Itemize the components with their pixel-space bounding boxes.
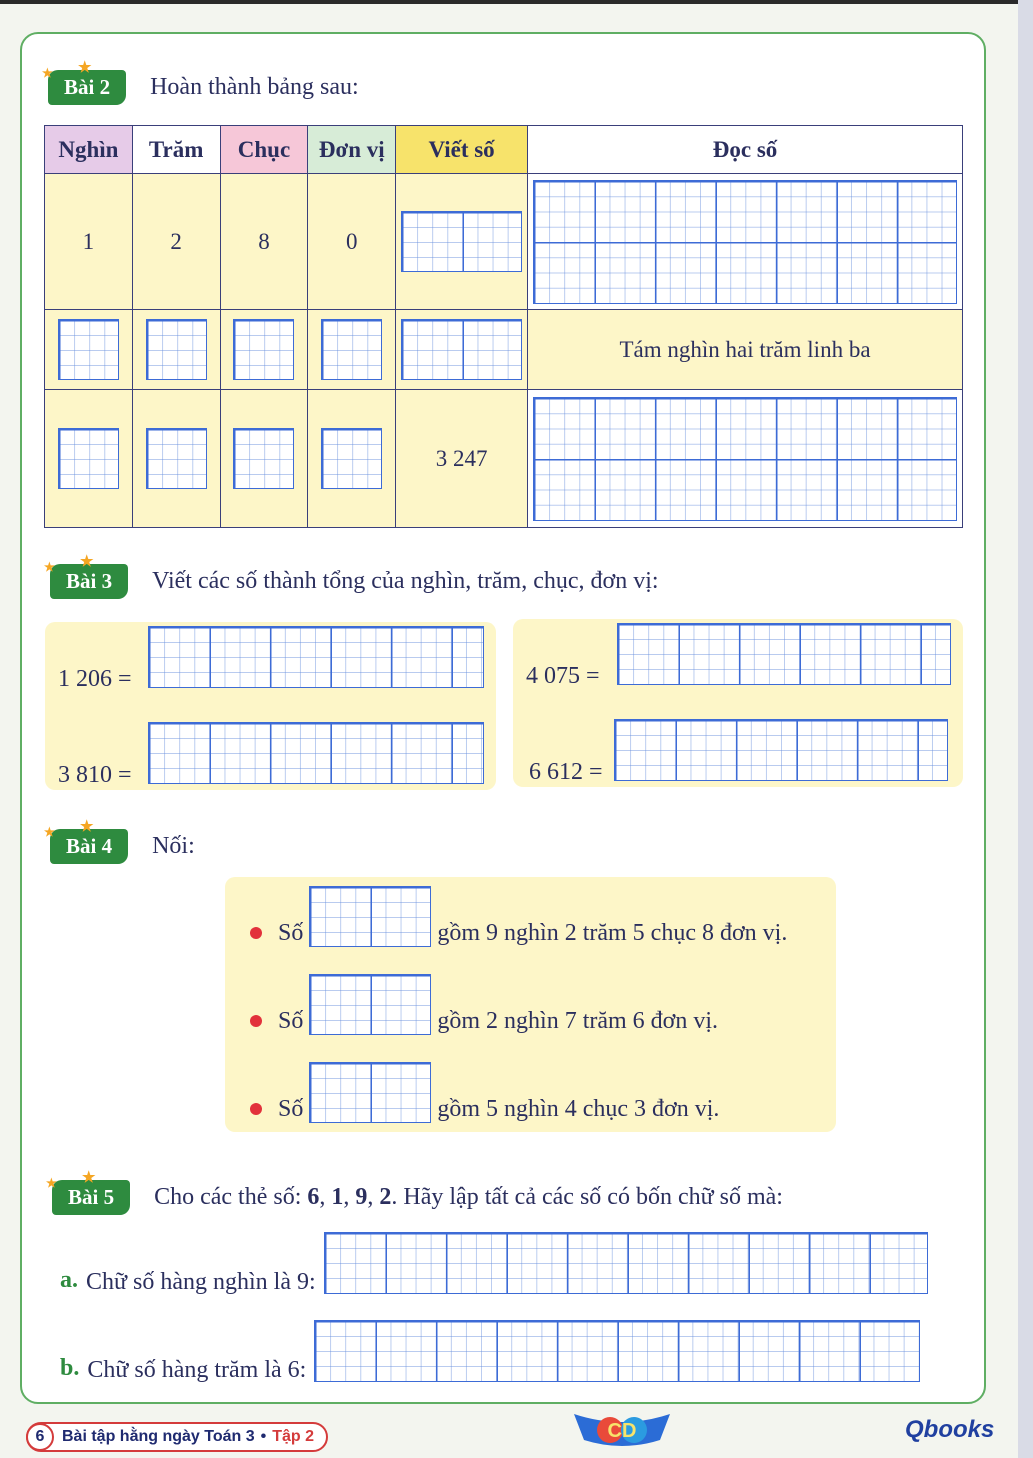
header-tram: Trăm (132, 126, 220, 174)
item-text: gồm 5 nghìn 4 chục 3 đơn vị. (437, 1096, 720, 1122)
book-title: Bài tập hằng ngày Toán 3 (62, 1428, 255, 1445)
bai3-badge: ★ ★ Bài 3 (50, 564, 128, 599)
list-item (250, 1062, 719, 1123)
star-icon: ★ (80, 554, 94, 570)
item-text: Chữ số hàng nghìn là 9: (86, 1269, 316, 1295)
cell-donvi (308, 390, 396, 528)
item-text: Chữ số hàng trăm là 6: (87, 1357, 307, 1383)
answer-box[interactable] (146, 319, 207, 380)
cell-tram (132, 310, 220, 390)
bai5-badge: ★ ★ Bài 5 (52, 1180, 130, 1215)
equation-label: 4 075 = (526, 663, 600, 689)
answer-box[interactable] (309, 886, 431, 947)
cd-logo-text: CD (607, 1420, 637, 1442)
header-nghin: Nghìn (45, 126, 133, 174)
answer-box[interactable] (233, 428, 294, 489)
place-value-table (44, 125, 963, 528)
scan-right-edge (1018, 0, 1033, 1458)
bai5-title: Cho các thẻ số: 6, 1, 9, 2. Hãy lập tất cả các số có bốn chữ số mà: (154, 1184, 783, 1210)
item-text: gồm 9 nghìn 2 trăm 5 chục 8 đơn vị. (437, 920, 788, 946)
separator: • (260, 1428, 267, 1445)
cell-nghin (45, 310, 133, 390)
cell-tram (132, 390, 220, 528)
cell-donvi: 0 (308, 174, 396, 310)
star-icon: ★ (42, 66, 53, 80)
cell-chuc (220, 390, 308, 528)
header-viet-so: Viết số (396, 126, 528, 174)
item-letter: b. (60, 1355, 80, 1381)
cd-logo (572, 1410, 672, 1448)
table-row (45, 310, 963, 390)
header-donvi: Đơn vị (308, 126, 396, 174)
answer-box[interactable] (324, 1232, 928, 1294)
bullet-icon (250, 927, 262, 939)
cell-viet-so (396, 310, 528, 390)
card-number: 9 (355, 1184, 368, 1210)
header-chuc: Chục (220, 126, 308, 174)
cell-chuc: 8 (220, 174, 308, 310)
card-number: 6 (307, 1184, 320, 1210)
scan-top-edge (0, 0, 1033, 4)
cell-viet-so (396, 174, 528, 310)
answer-box[interactable] (309, 974, 431, 1035)
cell-nghin: 1 (45, 174, 133, 310)
bai2-badge: ★ ★ Bài 2 (48, 70, 126, 105)
footer-book-label (26, 1422, 328, 1452)
book-volume: Tập 2 (272, 1428, 315, 1445)
cell-tram: 2 (132, 174, 220, 310)
bai3-header (44, 554, 659, 599)
cell-viet-so: 3 247 (396, 390, 528, 528)
item-text: gồm 2 nghìn 7 trăm 6 đơn vị. (437, 1008, 719, 1034)
item-letter: a. (60, 1267, 78, 1293)
answer-box[interactable] (533, 397, 957, 521)
so-label: Số (278, 1096, 304, 1122)
bai4-header (44, 819, 195, 864)
cell-chuc (220, 310, 308, 390)
bullet-icon (250, 1015, 262, 1027)
cell-nghin (45, 390, 133, 528)
table-header-row (45, 126, 963, 174)
so-label: Số (278, 920, 304, 946)
star-icon: ★ (44, 825, 55, 839)
equation-label: 6 612 = (529, 759, 603, 785)
bai2-header (42, 60, 359, 105)
card-number: 1 (331, 1184, 344, 1210)
card-number: 2 (379, 1184, 392, 1210)
answer-box[interactable] (401, 211, 522, 272)
cell-doc-so (528, 174, 963, 310)
answer-box[interactable] (533, 180, 957, 304)
star-icon: ★ (80, 819, 94, 835)
star-icon: ★ (82, 1170, 96, 1186)
bai5-line-a (60, 1232, 928, 1294)
table-row (45, 390, 963, 528)
cell-doc-so (528, 390, 963, 528)
bai4-badge: ★ ★ Bài 4 (50, 829, 128, 864)
bullet-icon (250, 1103, 262, 1115)
answer-box[interactable] (58, 319, 119, 380)
publisher-logo: Qbooks (905, 1416, 995, 1443)
so-label: Số (278, 1008, 304, 1034)
answer-box[interactable] (321, 428, 382, 489)
bai4-title: Nối: (152, 833, 195, 859)
bai3-title: Viết các số thành tổng của nghìn, trăm, chục, đơn vị: (152, 568, 659, 594)
star-icon: ★ (46, 1176, 57, 1190)
answer-box[interactable] (614, 719, 948, 781)
answer-box[interactable] (146, 428, 207, 489)
answer-box[interactable] (617, 623, 951, 685)
cell-doc-so: Tám nghìn hai trăm linh ba (528, 310, 963, 390)
equation-label: 3 810 = (58, 762, 132, 788)
bai5-header (46, 1170, 783, 1215)
answer-box[interactable] (321, 319, 382, 380)
bai5-line-b (60, 1320, 920, 1382)
table-row (45, 174, 963, 310)
answer-box[interactable] (309, 1062, 431, 1123)
list-item (250, 886, 787, 947)
equation-label: 1 206 = (58, 666, 132, 692)
cell-donvi (308, 310, 396, 390)
answer-box[interactable] (58, 428, 119, 489)
star-icon: ★ (44, 560, 55, 574)
answer-box[interactable] (314, 1320, 920, 1382)
answer-box[interactable] (148, 722, 484, 784)
page-number: 6 (26, 1423, 54, 1451)
answer-box[interactable] (233, 319, 294, 380)
list-item (250, 974, 718, 1035)
star-icon: ★ (78, 60, 92, 76)
answer-box[interactable] (148, 626, 484, 688)
bai2-title: Hoàn thành bảng sau: (150, 74, 359, 100)
answer-box[interactable] (401, 319, 522, 380)
header-doc-so: Đọc số (528, 126, 963, 174)
